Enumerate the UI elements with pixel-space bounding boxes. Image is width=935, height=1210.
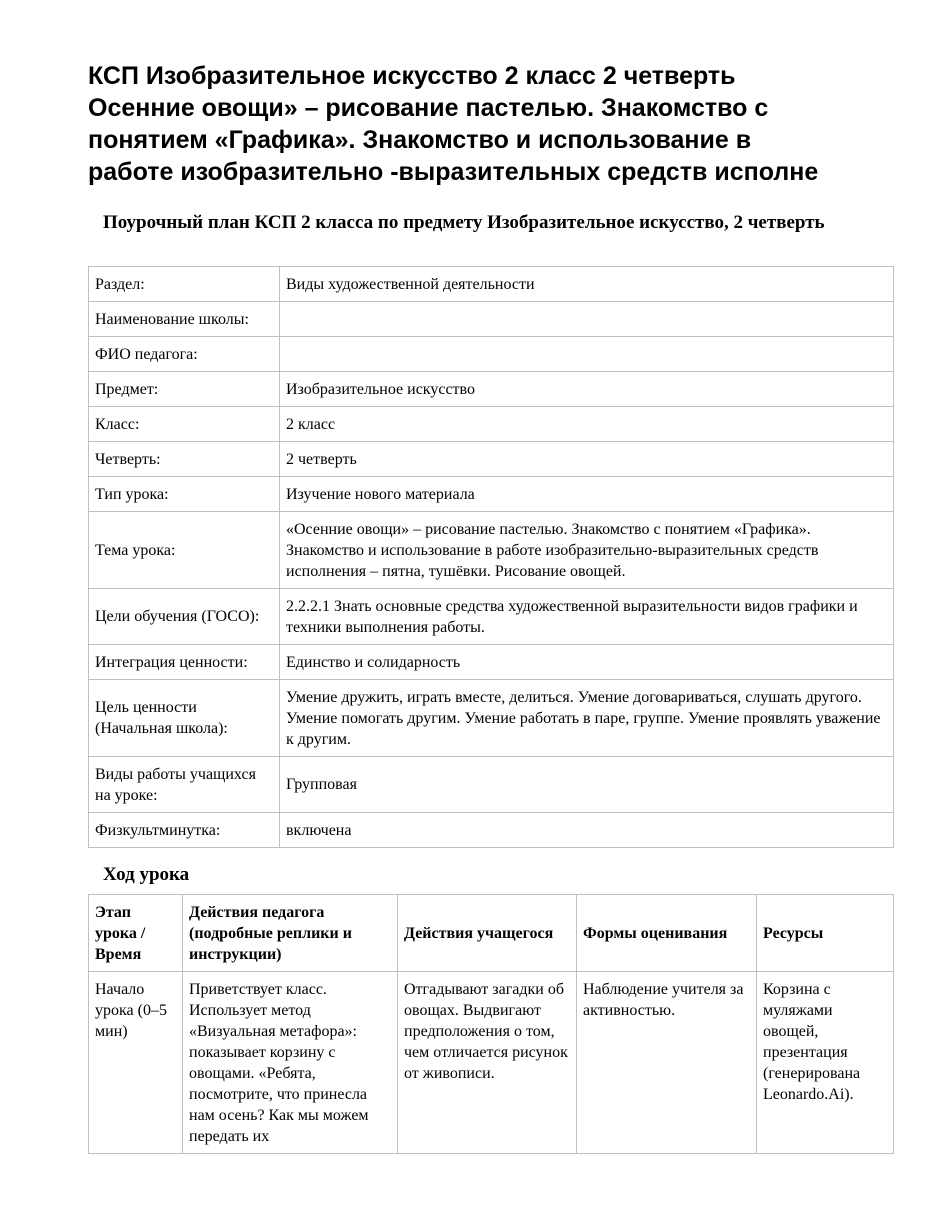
info-value <box>280 302 894 337</box>
info-value: «Осенние овощи» – рисование пастелью. Знакомство с понятием «Графика». Знакомство и использование в работе изобразительно-выразительных средств исполнения – пятна, тушёвки. Рисование овощей. <box>280 512 894 589</box>
title-line: КСП Изобразительное искусство 2 класс 2 четверть <box>88 62 736 90</box>
info-value: Виды художественной деятельности <box>280 267 894 302</box>
table-row <box>89 302 894 337</box>
info-value: Единство и солидарность <box>280 645 894 680</box>
page-title <box>88 60 908 188</box>
column-header-student-actions: Действия учащегося <box>398 895 577 972</box>
info-value: включена <box>280 813 894 848</box>
table-row <box>89 512 894 589</box>
title-line: Осенние овощи» – рисование пастелью. Знакомство с <box>88 94 769 122</box>
table-row <box>89 589 894 645</box>
lesson-table <box>88 894 894 1154</box>
info-value: Групповая <box>280 757 894 813</box>
lesson-heading: Ход урока <box>103 864 190 885</box>
table-row <box>89 757 894 813</box>
info-table <box>88 266 894 848</box>
info-label: ФИО педагога: <box>89 337 280 372</box>
info-label: Раздел: <box>89 267 280 302</box>
info-label: Цель ценности (Начальная школа): <box>89 680 280 757</box>
table-row <box>89 267 894 302</box>
info-label: Наименование школы: <box>89 302 280 337</box>
table-row <box>89 407 894 442</box>
info-label: Интеграция ценности: <box>89 645 280 680</box>
info-value: Изучение нового материала <box>280 477 894 512</box>
info-value: Изобразительное искусство <box>280 372 894 407</box>
info-label: Класс: <box>89 407 280 442</box>
column-header-teacher-actions: Действия педагога (подробные реплики и инструкции) <box>183 895 398 972</box>
table-row <box>89 477 894 512</box>
column-header-stage: Этап урока / Время <box>89 895 183 972</box>
info-label: Цели обучения (ГОСО): <box>89 589 280 645</box>
plan-heading: Поурочный план КСП 2 класса по предмету Изобразительное искусство, 2 четверть <box>103 212 825 233</box>
table-row <box>89 442 894 477</box>
column-header-assessment: Формы оценивания <box>577 895 757 972</box>
cell-student-actions: Отгадывают загадки об овощах. Выдвигают предположения о том, чем отличается рисунок от живописи. <box>398 972 577 1154</box>
info-value <box>280 337 894 372</box>
title-line: понятием «Графика». Знакомство и использование в <box>88 126 752 154</box>
table-row <box>89 372 894 407</box>
info-label: Предмет: <box>89 372 280 407</box>
info-label: Тип урока: <box>89 477 280 512</box>
info-label: Физкультминутка: <box>89 813 280 848</box>
column-header-resources: Ресурсы <box>757 895 894 972</box>
table-row <box>89 645 894 680</box>
table-row <box>89 972 894 1154</box>
info-label: Тема урока: <box>89 512 280 589</box>
table-row <box>89 813 894 848</box>
info-label: Четверть: <box>89 442 280 477</box>
title-line: работе изобразительно -выразительных средств исполне <box>88 158 819 186</box>
table-row <box>89 680 894 757</box>
info-value: 2 класс <box>280 407 894 442</box>
table-header-row <box>89 895 894 972</box>
cell-assessment: Наблюдение учителя за активностью. <box>577 972 757 1154</box>
info-label: Виды работы учащихся на уроке: <box>89 757 280 813</box>
cell-resources: Корзина с муляжами овощей, презентация (генерирована Leonardo.Ai). <box>757 972 894 1154</box>
table-row <box>89 337 894 372</box>
info-value: 2.2.2.1 Знать основные средства художественной выразительности видов графики и техники выполнения работы. <box>280 589 894 645</box>
cell-teacher-actions: Приветствует класс. Использует метод «Визуальная метафора»: показывает корзину с овощами. «Ребята, посмотрите, что принесла нам осень? Как мы можем передать их <box>183 972 398 1154</box>
cell-stage: Начало урока (0–5 мин) <box>89 972 183 1154</box>
info-value: 2 четверть <box>280 442 894 477</box>
info-value: Умение дружить, играть вместе, делиться. Умение договариваться, слушать другого. Умение помогать другим. Умение работать в паре, группе. Умение проявлять уважение к другим. <box>280 680 894 757</box>
